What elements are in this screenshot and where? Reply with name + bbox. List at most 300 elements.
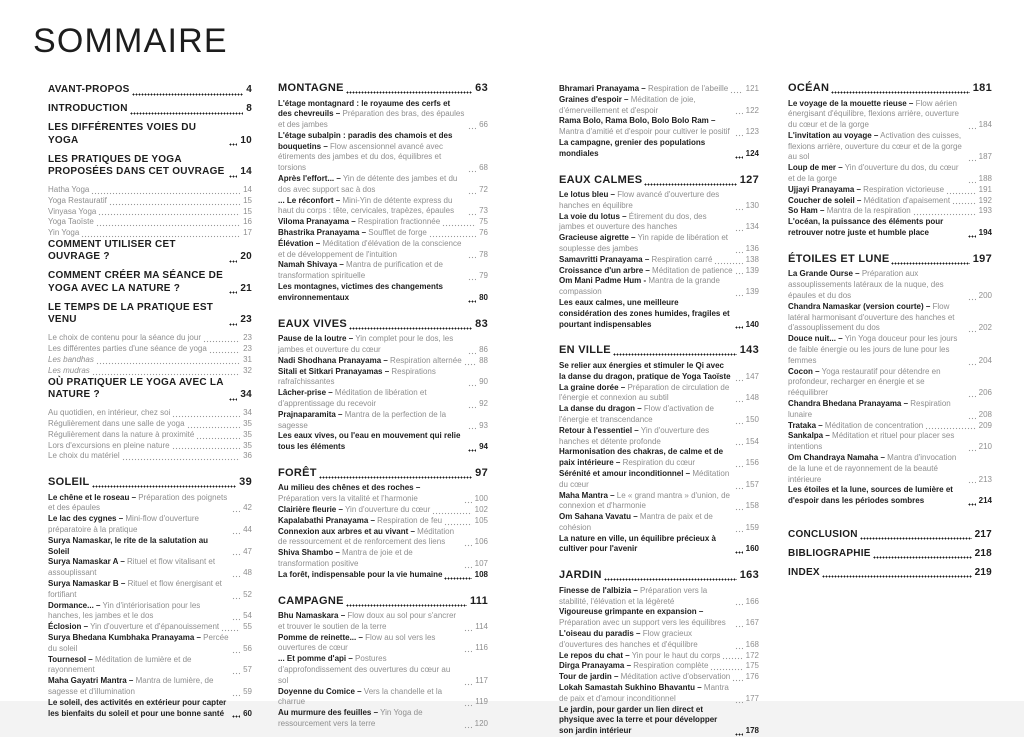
entry-text <box>559 233 733 255</box>
page-number: 23 <box>240 314 252 326</box>
entry-text <box>48 408 170 419</box>
entry-text <box>788 185 944 196</box>
entry-text <box>278 410 466 432</box>
page-number: 139 <box>745 265 759 275</box>
entry-text <box>559 404 733 426</box>
toc-heading <box>48 377 252 402</box>
page-number: 176 <box>745 672 759 682</box>
entry-title: ÉTOILES ET LUNE <box>788 252 890 265</box>
toc-entry <box>559 651 759 662</box>
dot-leader <box>468 126 476 130</box>
toc-section-heading <box>788 252 992 266</box>
entry-description: Activation des cuisses, flexions arrière, ouverture du cœur et de la gorge au sol <box>788 130 962 162</box>
entry-title: Connexion aux arbres et au vivant – <box>278 526 415 536</box>
toc-entry <box>278 708 488 730</box>
page-number: 150 <box>745 414 759 424</box>
entry-description: Rituel et flow vitalisant et assouplissant <box>48 557 216 578</box>
toc-entry <box>278 516 488 527</box>
entry-text <box>48 355 94 366</box>
entry-text <box>48 84 130 97</box>
toc-entry <box>278 174 488 196</box>
entry-text <box>278 228 427 239</box>
entry-description: Préparation vers la stabilité, l'élévation et la légèreté <box>559 585 708 606</box>
toc-entry <box>278 131 488 174</box>
toc-entry <box>48 622 252 633</box>
toc-entry <box>788 334 992 366</box>
entry-text <box>788 99 966 131</box>
entry-description: Méditation d'apaisement <box>861 195 951 205</box>
toc-entry <box>788 99 992 131</box>
entry-title: FORÊT <box>278 466 317 479</box>
toc-entry <box>559 266 759 277</box>
entry-description: Percée du soleil <box>48 633 229 653</box>
toc-heading <box>48 154 252 179</box>
dot-leader <box>232 650 240 654</box>
toc-entry <box>48 536 252 558</box>
page-number: 210 <box>978 442 992 452</box>
dot-leader <box>968 329 976 333</box>
dot-leader <box>209 350 240 354</box>
dot-leader <box>91 191 240 195</box>
entry-text <box>278 217 440 228</box>
toc-entry <box>278 527 488 549</box>
entry-text <box>559 469 733 491</box>
dot-leader <box>891 261 969 265</box>
dot-leader <box>229 290 237 294</box>
toc-entry <box>559 383 759 405</box>
dot-leader <box>735 111 743 115</box>
entry-text <box>278 174 466 196</box>
toc-entry <box>48 601 252 623</box>
entry-title: Gracieuse aigrette – <box>559 233 636 243</box>
page-number: 102 <box>474 505 488 514</box>
entry-text <box>788 252 889 266</box>
entry-description: Yin de détente des jambes et du dos avec support sac à dos <box>278 174 458 194</box>
page-number: 187 <box>978 152 992 162</box>
entry-description: Méditation de patience <box>649 265 733 275</box>
page-number: 200 <box>978 290 992 300</box>
entry-title: CONCLUSION <box>788 528 858 540</box>
page-number: 8 <box>246 103 252 114</box>
page-number: 88 <box>479 355 488 365</box>
entry-title: L'océan, la puissance des éléments pour retrouver notre juste et humble place <box>788 217 944 238</box>
entry-text <box>788 399 966 421</box>
dot-leader <box>92 484 237 488</box>
toc-column-1 <box>48 84 252 719</box>
toc-entry <box>559 233 759 255</box>
entry-description: Préparation avec un support vers les équilibres <box>559 618 726 628</box>
entry-text <box>48 676 230 698</box>
entry-text <box>278 367 466 389</box>
entry-title: Finesse de l'albizia – <box>559 585 638 595</box>
page-number: 10 <box>240 134 252 146</box>
dot-leader <box>232 617 240 621</box>
page-number: 156 <box>745 458 759 468</box>
entry-title: Yin Yoga <box>48 228 80 238</box>
entry-text <box>559 607 733 629</box>
toc-entry <box>559 512 759 534</box>
entry-description: Respiration victorieuse <box>860 184 945 194</box>
dot-leader <box>925 426 975 430</box>
toc-entry-strong <box>559 705 759 737</box>
toc-column-2 <box>278 81 488 730</box>
page-number: 34 <box>243 408 252 418</box>
dot-leader <box>735 507 743 511</box>
dot-leader <box>432 511 471 515</box>
dot-leader <box>444 522 472 526</box>
entry-title: Rama Bolo, Rama Bolo, Bolo Bolo Ram – <box>559 116 716 126</box>
dot-leader <box>464 649 472 653</box>
entry-text <box>788 131 966 163</box>
dot-leader <box>468 212 476 216</box>
entry-title: Namah Shivaya – <box>278 260 344 270</box>
entry-text <box>559 95 733 117</box>
page-number: 143 <box>739 344 759 357</box>
entry-title: Tournesol – <box>48 654 93 664</box>
dot-leader <box>952 201 976 205</box>
dot-leader <box>468 299 476 303</box>
dot-leader <box>822 574 972 578</box>
entry-description: Respiration complète <box>631 661 709 671</box>
page-number: 35 <box>243 429 252 439</box>
toc-entry <box>278 687 488 709</box>
page-number: 63 <box>475 82 488 94</box>
entry-text <box>48 655 230 677</box>
dot-leader <box>122 457 241 461</box>
toc-entry <box>788 269 992 301</box>
entry-description: Soufflet de forge <box>366 228 427 238</box>
entry-title: LES PRATIQUES DE YOGA PROPOSÉES DANS CET OUVRAGE <box>48 153 225 177</box>
page-number: 197 <box>972 252 992 265</box>
toc-entry <box>278 654 488 686</box>
dot-leader <box>735 442 743 446</box>
toc-section-heading <box>278 466 488 480</box>
dot-leader <box>735 486 743 490</box>
entry-description: Flow doux au sol pour s'ancrer et trouver le soutien de la terre <box>278 611 457 631</box>
page-number: 54 <box>243 611 252 621</box>
toc-section-heading <box>559 173 759 187</box>
dot-leader <box>96 223 240 227</box>
toc-sub-entry <box>48 366 252 377</box>
toc-section-heading <box>559 343 759 357</box>
page-number: 159 <box>745 522 759 532</box>
entry-title: Se relier aux énergies et stimuler le Qi avec la danse du dragon, pratique de Yoga Taoïste <box>559 360 731 381</box>
entry-text <box>788 206 911 217</box>
page-number: 57 <box>243 665 252 675</box>
page-number: 140 <box>745 319 759 329</box>
entry-text <box>559 491 733 513</box>
toc-entry <box>788 453 992 485</box>
entry-title: Harmonisation des chakras, de calme et de paix intérieure – <box>559 447 724 468</box>
entry-description: Étirement du dos, des jambes et ouverture des hanches <box>559 211 707 232</box>
dot-leader <box>130 111 244 115</box>
toc-entry <box>278 410 488 432</box>
dot-leader <box>468 169 476 173</box>
toc-entry-strong <box>559 298 759 330</box>
toc-sub-entry <box>48 207 252 218</box>
toc-entry <box>278 228 488 239</box>
page-number: 117 <box>475 675 488 685</box>
dot-leader <box>319 475 472 479</box>
entry-text <box>559 212 733 234</box>
entry-text <box>48 557 230 579</box>
entry-description: Yoga restauratif pour détendre en profondeur, recharger en énergie et se rééquilibrer <box>788 366 941 398</box>
toc-entry <box>788 399 992 421</box>
entry-description: Préparation des bras, des épaules et des jambes <box>278 109 465 130</box>
entry-text <box>48 633 230 655</box>
page-number: 127 <box>739 173 759 186</box>
toc-column-4 <box>788 81 992 586</box>
entry-description: Méditation de joie, d'émerveillement et d'espoir <box>559 94 696 115</box>
entry-text <box>559 173 642 187</box>
entry-text <box>559 629 733 651</box>
entry-title: Pomme de reinette... – <box>278 632 363 642</box>
entry-title: Kapalabathi Pranayama – <box>278 515 375 525</box>
toc-entry <box>559 683 759 705</box>
page-number: 15 <box>243 195 252 205</box>
entry-title: EN VILLE <box>559 344 611 357</box>
entry-text <box>48 475 90 489</box>
entry-text <box>559 343 611 357</box>
entry-description: Flow avancé d'ouverture des hanches en équilibre <box>559 190 720 210</box>
toc-entry <box>788 421 992 432</box>
entry-title: Om Mani Padme Hum - <box>559 276 647 286</box>
entry-description: Mini-Yin de détente express du haut du corps : tête, cervicales, trapèzes, épaules <box>278 195 455 216</box>
entry-title: Le choix de contenu pour la séance du jour <box>48 333 201 343</box>
toc-entry <box>48 514 252 536</box>
entry-title: Viloma Pranayama – <box>278 217 356 227</box>
toc-section-heading <box>559 568 759 582</box>
page-number: 119 <box>475 697 488 707</box>
page-number: 214 <box>978 496 992 506</box>
entry-title: Maha Gayatri Mantra – <box>48 676 134 686</box>
dot-leader <box>735 271 743 275</box>
dot-leader <box>735 700 743 704</box>
toc-sub-entry <box>48 430 252 441</box>
entry-text <box>48 514 230 536</box>
toc-sub-entry <box>48 451 252 462</box>
page-number: 123 <box>745 127 759 137</box>
dot-leader <box>968 502 976 506</box>
toc-column-3 <box>559 84 759 737</box>
dot-leader <box>735 133 743 137</box>
toc-heading <box>48 239 252 264</box>
entry-title: Éclosion – <box>48 622 89 632</box>
dot-leader <box>232 509 240 513</box>
dot-leader <box>232 574 240 578</box>
entry-text <box>559 512 733 534</box>
dot-leader <box>468 255 476 259</box>
entry-description: Méditation de ressourcement et de renforcement des liens <box>278 526 455 547</box>
toc-entry <box>278 505 488 516</box>
entry-text <box>48 622 219 633</box>
entry-text <box>559 534 733 556</box>
entry-description: Préparation vers la vitalité et l'harmonie <box>278 494 418 504</box>
entry-text <box>788 302 966 334</box>
entry-description: Flow d'activation de l'énergie et transcendance <box>559 404 714 424</box>
entry-description: Respiration du cœur <box>620 458 696 468</box>
dot-leader <box>232 531 240 535</box>
entry-description: Yin Yoga douceur pour les jours de faible énergie ou les jours de lune pour les femmes <box>788 334 958 365</box>
toc-entry <box>278 356 488 367</box>
toc-sub-entry <box>48 344 252 355</box>
entry-text <box>788 334 966 366</box>
dot-leader <box>735 399 743 403</box>
entry-text <box>559 661 708 672</box>
page-number: 34 <box>240 389 252 401</box>
toc-sub-entry <box>48 228 252 239</box>
entry-text <box>278 483 462 505</box>
entry-description: Mantra de joie et de transformation positive <box>278 548 413 568</box>
dot-leader <box>464 500 472 504</box>
entry-description: Mini-flow d'ouverture préparatoire à la pratique <box>48 514 199 535</box>
entry-title: Le lotus bleu – <box>559 190 616 200</box>
toc-entry-strong <box>559 138 759 160</box>
dot-leader <box>232 693 240 697</box>
toc-sub-entry <box>48 355 252 366</box>
page-number: 90 <box>479 377 488 387</box>
dot-leader <box>735 464 743 468</box>
dot-leader <box>96 361 240 365</box>
entry-title: Les montagnes, victimes des changements environnementaux <box>278 282 443 302</box>
page-number: 23 <box>243 333 252 343</box>
entry-description: Respiration lunaire <box>788 398 951 419</box>
dot-leader <box>735 155 743 159</box>
page-number: 116 <box>475 643 488 653</box>
entry-text <box>278 687 462 709</box>
entry-title: L'étage subalpin : paradis des chamois et des bouquetins – <box>278 130 453 151</box>
toc-entry <box>48 579 252 601</box>
entry-title: BIBLIOGRAPHIE <box>788 547 871 559</box>
page-number: 42 <box>243 503 252 513</box>
entry-text <box>559 276 733 298</box>
entry-title: Dirga Pranayama – <box>559 661 632 671</box>
entry-text <box>48 239 227 264</box>
toc-entry <box>559 491 759 513</box>
entry-title: Loup de mer – <box>788 163 843 173</box>
entry-title: CAMPAGNE <box>278 594 344 607</box>
page-number: 148 <box>745 393 759 403</box>
dot-leader <box>232 714 240 718</box>
entry-title: ... Le réconfort – <box>278 195 341 205</box>
entry-title: LE TEMPS DE LA PRATIQUE EST VENU <box>48 301 214 326</box>
dot-leader <box>464 628 472 632</box>
page-number: 39 <box>239 476 252 489</box>
entry-title: COMMENT CRÉER MA SÉANCE DE YOGA AVEC LA NATURE ? <box>48 270 224 294</box>
entry-description: Préparation de circulation de l'énergie et connexion au subtil <box>559 382 730 403</box>
entry-description: Mantra de purification et de transformation spirituelle <box>278 260 443 281</box>
dot-leader <box>604 577 737 581</box>
entry-text <box>788 529 858 542</box>
entry-description: Yin complet pour le dos, les jambes et ouverture du cœur <box>278 334 454 354</box>
dot-leader <box>203 339 240 343</box>
dot-leader <box>968 394 976 398</box>
entry-text <box>788 269 966 301</box>
entry-text <box>48 698 230 720</box>
dot-leader <box>913 212 976 216</box>
toc-entry <box>788 196 992 207</box>
page-number: 218 <box>974 547 992 559</box>
entry-description: Méditation active d'observation <box>618 672 731 682</box>
dot-leader <box>946 191 976 195</box>
page-number: 172 <box>745 650 759 660</box>
entry-text <box>559 383 733 405</box>
entry-text <box>278 516 442 527</box>
entry-text <box>278 431 466 453</box>
toc-entry <box>278 611 488 633</box>
dot-leader <box>968 297 976 301</box>
dot-leader <box>968 480 976 484</box>
entry-title: L'oiseau du paradis – <box>559 628 641 638</box>
dot-leader <box>710 667 742 671</box>
page-number: 56 <box>243 643 252 653</box>
toc-entry-strong <box>559 534 759 556</box>
dot-leader <box>735 228 743 232</box>
page-number: 66 <box>479 120 488 130</box>
entry-text <box>559 426 733 448</box>
toc-section-heading <box>278 81 488 95</box>
dot-leader <box>429 234 476 238</box>
page-number: 177 <box>745 693 759 703</box>
page-number: 167 <box>745 618 759 628</box>
entry-title: Douce nuit... – <box>788 334 843 344</box>
entry-text <box>278 708 462 730</box>
entry-description: Flow latéral harmonisant d'ouverture des hanches et d'assouplissement du dos <box>788 301 955 333</box>
dot-leader <box>968 234 976 238</box>
entry-text <box>48 154 227 179</box>
entry-description: Méditation et rituel pour placer ses intentions <box>788 431 955 452</box>
entry-text <box>48 228 79 239</box>
toc-entry-strong <box>278 282 488 304</box>
entry-text <box>788 567 820 580</box>
entry-title: Cocon – <box>788 366 820 376</box>
dot-leader <box>735 250 743 254</box>
entry-description: Préparation aux assouplissements latéraux de la nuque, des épaules et du dos <box>788 269 944 300</box>
dot-leader <box>229 142 237 146</box>
entry-text <box>788 421 923 432</box>
entry-text <box>48 441 170 452</box>
toc-entry-strong <box>788 217 992 239</box>
entry-text <box>278 654 462 686</box>
page-number: 80 <box>479 292 488 302</box>
entry-title: Le chêne et le roseau – <box>48 492 137 502</box>
dot-leader <box>229 259 237 263</box>
toc-entry <box>559 361 759 383</box>
toc-entry <box>278 334 488 356</box>
entry-text <box>559 683 733 705</box>
toc-entry <box>788 185 992 196</box>
dot-leader <box>464 682 472 686</box>
entry-title: Doyenne du Comice – <box>278 686 362 696</box>
entry-description: Respiration alternée <box>387 355 462 365</box>
dot-leader <box>349 326 472 330</box>
toc-entry <box>788 367 992 399</box>
page-number: 138 <box>745 254 759 264</box>
entry-description: Mantra de paix et d'amour inconditionnel <box>559 682 729 703</box>
page-title: SOMMAIRE <box>33 22 228 60</box>
entry-title: Surya Namaskar, le rite de la salutation au Soleil <box>48 535 209 556</box>
page-number: 147 <box>745 371 759 381</box>
page-number: 68 <box>479 163 488 173</box>
entry-title: Après l'effort... – <box>278 174 341 184</box>
page-number: 107 <box>474 558 488 568</box>
toc-entry <box>788 302 992 334</box>
dot-leader <box>735 602 743 606</box>
toc-section-heading <box>788 81 992 95</box>
toc-entry <box>278 388 488 410</box>
entry-text <box>559 586 733 608</box>
page-number: 154 <box>745 436 759 446</box>
